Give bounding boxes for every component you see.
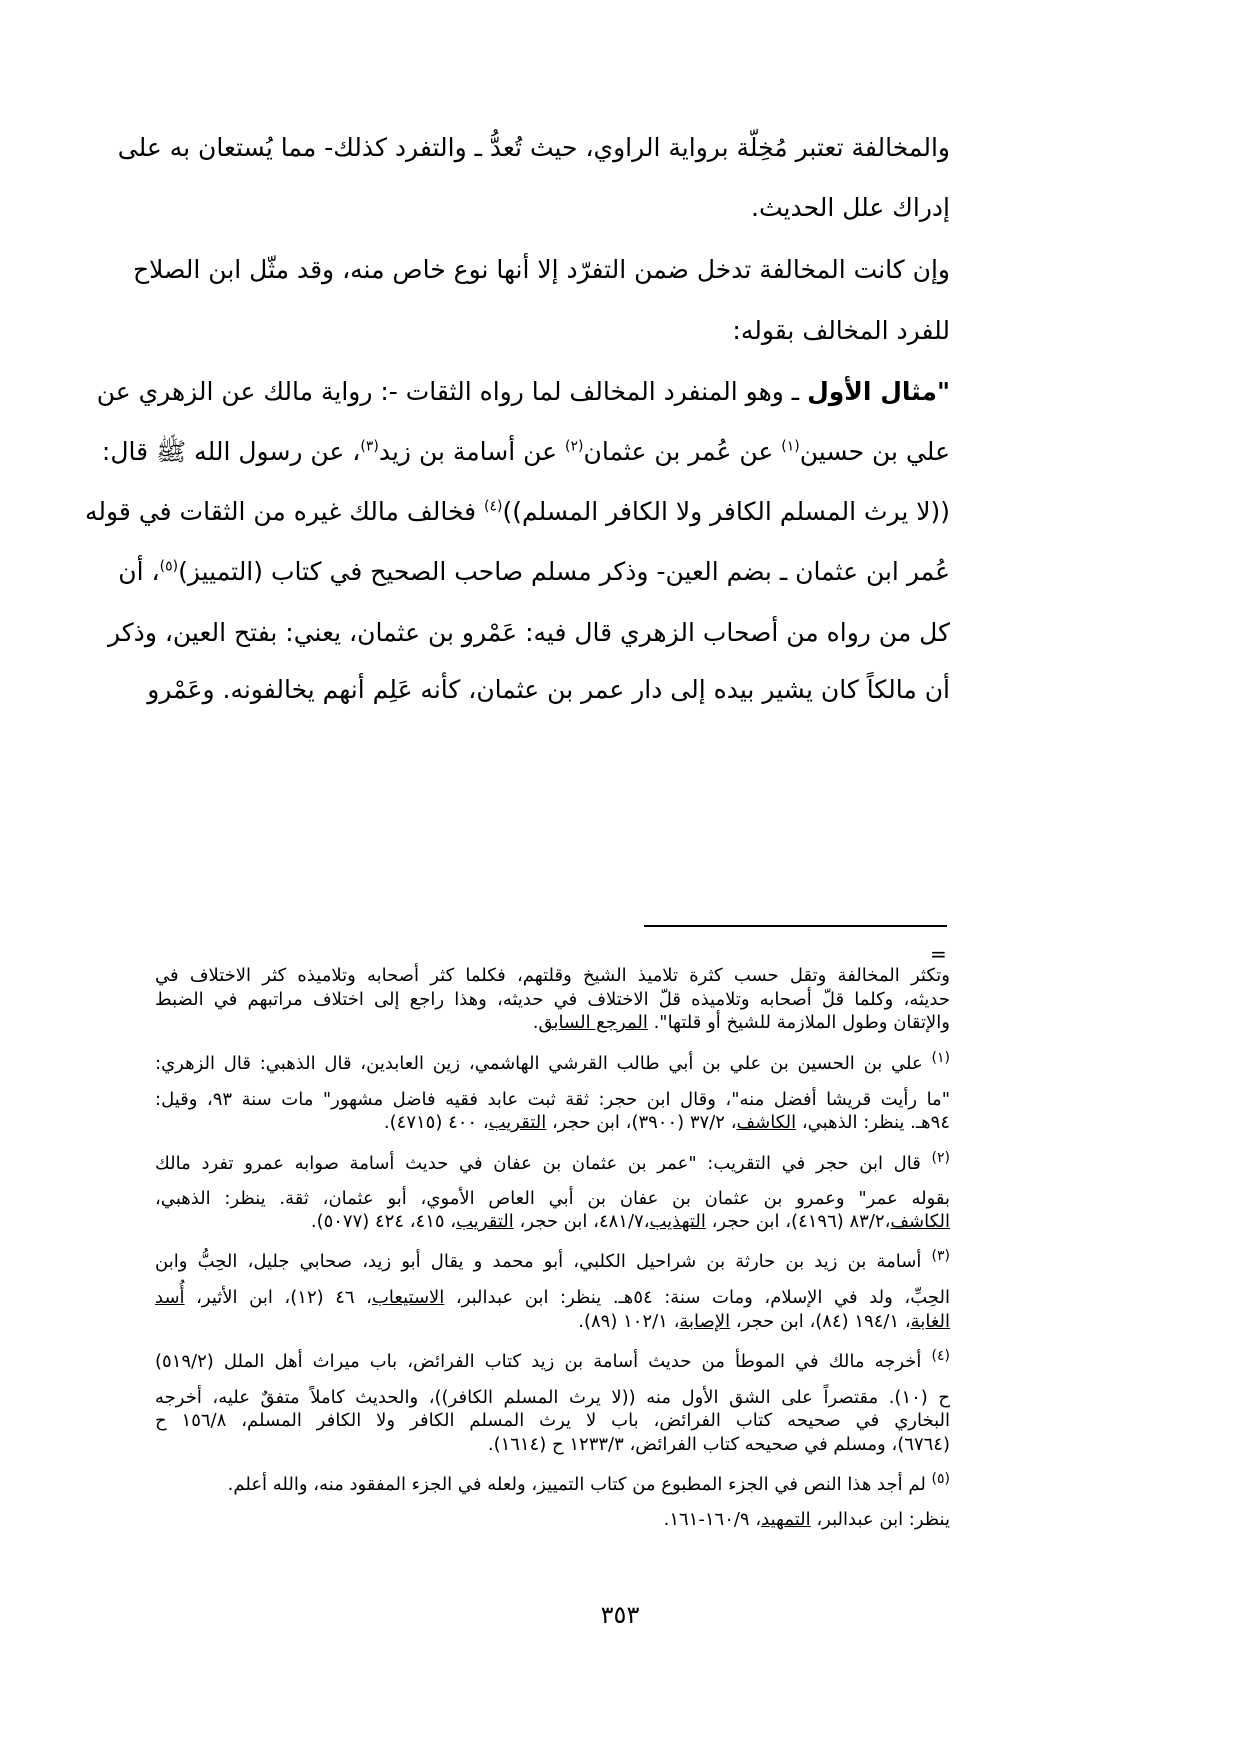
body-line: وإن كانت المخالفة تدخل ضمن التفرّد إلا أنها نوع خاص منه، وقد مثّل ابن الصلاح [133,255,950,284]
body-line: كل من رواه من أصحاب الزهري قال فيه: عَمْرو بن عثمان، يعني: بفتح العين، وذكر [107,618,950,647]
source-reference: أُسد [155,1287,185,1308]
source-reference: التهذيب [649,1211,706,1232]
footnote-line: ٩٤هـ. ينظر: الذهبي، الكاشف، ٣٧/٢ (٣٩٠٠)، ابن حجر، التقريب، ٤٠٠ (٤٧١٥). [383,1112,950,1133]
footnote-line: بقوله عمر" وعمرو بن عثمان بن عفان بن أبي العاص الأموي، أبو عثمان، ثقة. ينظر: الذهبي، [155,1188,950,1209]
source-reference: الكاشف [736,1112,797,1133]
body-line: "مثال الأول ـ وهو المنفرد المخالف لما رواه الثقات -: رواية مالك عن الزهري عن [96,377,950,406]
continuation-mark: = [930,942,947,966]
footnote-ref[interactable]: (١) [781,438,800,455]
source-reference: المرجع السابق [538,1012,648,1033]
footnote-3: $^{(٣)}$ أسامة بن زيد بن حارثة بن شراحيل الكلبي، أبو محمد و يقال أبو زيد، صحابي جليل، الحِبُّ وابن [155,1248,950,1272]
source-reference: الإصابة [679,1311,731,1332]
footnote-line: الحِبِّ، ولد في الإسلام، ومات سنة: ٥٤هـ. ينظر: ابن عبدالبر، الاستيعاب، ٤٦ (١٢)، ابن الأثير، أُسد [155,1287,950,1308]
source-reference: التقريب [456,1211,514,1232]
footnote-number: (٥) [931,1471,950,1487]
footnote-line: وتكثر المخالفة وتقل حسب كثرة تلاميذ الشيخ وقلتهم، فكلما كثر أصحابه وتلاميذه كثر الاختلاف في [155,965,950,986]
footnote-2: $^{(٢)}$ قال ابن حجر في التقريب: "عمر بن عثمان بن عفان في حديث أسامة صوابه عمرو تفرد مالك [155,1150,950,1174]
footnote-number: (١) [931,1050,950,1066]
footnote-line: (٦٧٦٤)، ومسلم في صحيحه كتاب الفرائض، ١٢٣٣/٣ ح (١٦١٤). [487,1434,950,1455]
footnote-separator [644,925,947,927]
body-line: أن مالكاً كان يشير بيده إلى دار عمر بن عثمان، كأنه عَلِم أنهم يخالفونه. وعَمْرو [147,675,950,704]
body-line: للفرد المخالف بقوله: [732,316,950,345]
footnote-number: (٤) [931,1348,950,1364]
footnote-ref[interactable]: (٣) [360,438,379,455]
body-line: عُمر ابن عثمان ـ بضم العين- وذكر مسلم صاحب الصحيح في كتاب (التمييز)$^{(٥)}$، أن [118,557,950,586]
body-line: والمخالفة تعتبر مُخِلّة برواية الراوي، حيث تُعدُّ ـ والتفرد كذلك- مما يُستعان به على [117,133,950,162]
footnote-line: ينظر: ابن عبدالبر، التمهيد، ١٦٠/٩-١٦١. [663,1509,950,1530]
body-line: علي بن حسين$^{(١)}$ عن عُمر بن عثمان$^{(٢)}$ عن أسامة بن زيد$^{(٣)}$، عن رسول الله ﷺ قال: [101,437,950,466]
source-reference: الغابة [910,1311,950,1332]
footnote-ref[interactable]: (٤) [484,498,503,515]
example-heading: "مثال الأول [807,377,950,406]
source-reference: الكاشف [890,1211,950,1232]
source-reference: التقريب [488,1112,547,1133]
footnote-number: (٣) [931,1248,950,1264]
body-line: إدراك علل الحديث. [751,193,950,222]
footnote-line: البخاري في صحيحه كتاب الفرائض، باب لا يرث المسلم الكافر ولا الكافر المسلم، ١٥٦/٨ ح [155,1410,950,1431]
footnote-5: $^{(٥)}$ لم أجد هذا النص في الجزء المطبوع من كتاب التمييز، ولعله في الجزء المفقود منه، والله أعلم. [227,1471,950,1495]
page-number: ٣٥٣ [600,1601,640,1629]
footnote-line: "ما رأيت قريشا أفضل منه"، وقال ابن حجر: ثقة ثبت عابد فقيه فاضل مشهور" مات سنة ٩٣، وقيل: [155,1089,950,1110]
footnote-line: ح (١٠). مقتصراً على الشق الأول منه ((لا يرث المسلم الكافر))، والحديث كاملاً متفقٌ عليه، أخرجه [155,1387,950,1408]
footnote-line: حديثه، وكلما قلّ أصحابه وتلاميذه قلّ الاختلاف في حديثه، وهذا راجع إلى اختلاف مراتبهم في الضبط [155,989,950,1010]
footnote-4: $^{(٤)}$ أخرجه مالك في الموطأ من حديث أسامة بن زيد كتاب الفرائض، باب ميراث أهل الملل (٥١٩/٢) [155,1348,950,1372]
footnote-line: والإتقان وطول الملازمة للشيخ أو قلتها". المرجع السابق. [532,1012,950,1033]
footnote-line: الكاشف،٨٣/٢ (٤١٩٦)، ابن حجر، التهذيب،٤٨١/٧، ابن حجر، التقريب، ٤١٥، ٤٢٤ (٥٠٧٧). [310,1211,950,1232]
body-line: ((لا يرث المسلم الكافر ولا الكافر المسلم))$^{(٤)}$ فخالف مالك غيره من الثقات في قوله [84,497,950,526]
footnote-line: الغابة، ١٩٤/١ (٨٤)، ابن حجر، الإصابة، ١٠٢/١ (٨٩). [578,1311,950,1332]
footnote-1: $^{(١)}$ علي بن الحسين بن علي بن أبي طالب القرشي الهاشمي، زين العابدين، قال الذهبي: قال الزهري: [155,1050,950,1074]
source-reference: الاستيعاب [371,1287,445,1308]
footnote-ref[interactable]: (٥) [159,558,179,575]
footnote-ref[interactable]: (٢) [565,438,584,455]
footnote-number: (٢) [931,1150,950,1166]
source-reference: التمهيد [761,1509,811,1530]
